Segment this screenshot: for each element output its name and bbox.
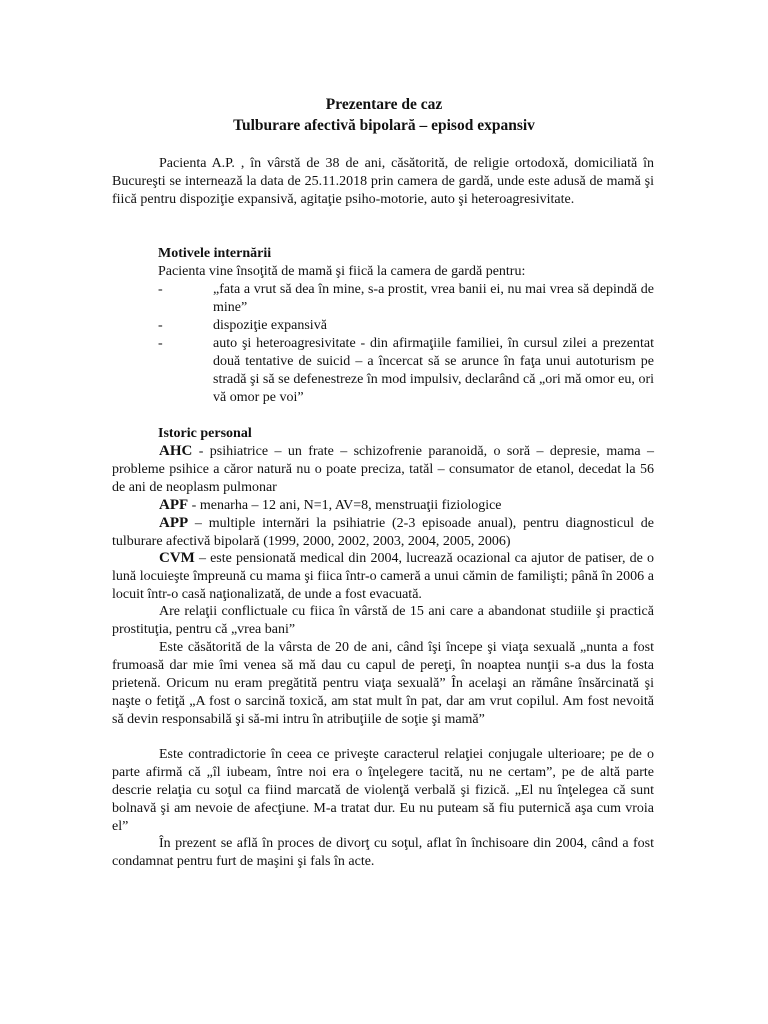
title-block	[0, 94, 768, 136]
document-title: Prezentare de caz	[325, 96, 443, 113]
bullet-dash: -	[158, 336, 163, 351]
relatii-paragraph: Are relaţii conflictuale cu fiica în vârstă de 15 ani care a abandonat studiile şi practică prostituţia, pentru că „vrea bani”	[112, 604, 654, 637]
cvm-label: CVM	[159, 550, 195, 566]
bullet-text: auto şi heteroagresivitate - din afirmaţiile familiei, în cursul zilei a prezentat două tentative de suicid – a încercat să se arunce în faţa unui autoturism pe stradă şi să se defenestreze în mod impulsiv, declarând că „ori mă omor eu, ori vă omor pe voi”	[213, 336, 654, 405]
bullet-text: „fata a vrut să dea în mine, s-a prostit, vrea banii ei, nu mai vrea să depindă de mine”	[213, 282, 654, 315]
bullet-dash: -	[158, 318, 163, 333]
app-label: APP	[159, 515, 189, 531]
bullet-dash: -	[158, 282, 163, 297]
bullet-text: dispoziţie expansivă	[213, 318, 327, 333]
motive-lead: Pacienta vine însoţită de mamă şi fiică la camera de gardă pentru:	[158, 264, 526, 279]
app-paragraph	[112, 514, 654, 551]
section-heading-motive: Motivele internării	[158, 246, 272, 261]
app-text: – multiple internări la psihiatrie (2-3 episoade anual), pentru diagnosticul de tulburare afectivă bipolară (1999, 2000, 2002, 2003, 2004, 2005, 2006)	[112, 516, 654, 549]
ahc-label: AHC	[159, 443, 193, 459]
casatorita-paragraph: Este căsătorită de la vârsta de 20 de ani, când îşi începe şi viaţa sexuală „nunta a fost frumoasă dar mie îmi venea să mă dau cu capul de pereţi, în noaptea nunţii s-a dus la fosta prietenă. Oricum nu eram pregătită pentru viaţa sexuală” În acelaşi an rămâne însărcinată şi naşte o fetiţă „A fost o sarcină toxică, am stat mult în pat, dar am vrut copilul. Am fost nevoită să devin responsabilă şi să-mi intru în atribuţiile de soţie şi mamă”	[112, 640, 654, 727]
document-subtitle: Tulburare afectivă bipolară – episod expansiv	[233, 117, 535, 134]
divort-paragraph: În prezent se află în proces de divorţ cu soţul, aflat în închisoare din 2004, când a fost condamnat pentru furt de maşini şi fals în acte.	[112, 836, 654, 869]
apf-text: - menarha – 12 ani, N=1, AV=8, menstruaţii fiziologice	[188, 498, 502, 513]
ahc-paragraph	[112, 442, 654, 497]
ahc-text: - psihiatrice – un frate – schizofrenie paranoidă, o soră – depresie, mama – probleme psihice a căror natură nu o poate preciza, tatăl – consumator de etanol, decedat la 56 de ani de neoplasm pulmonar	[112, 444, 654, 495]
cvm-paragraph	[112, 549, 654, 604]
cvm-text: – este pensionată medical din 2004, lucrează ocazional ca ajutor de patiser, de o lună locuieşte împreună cu mama şi fiica într-o cameră a unui cămin de familişti; până în 2006 a locuit într-o casă naţionalizată, de unde a fost evacuată.	[112, 551, 654, 602]
section-heading-istoric: Istoric personal	[158, 426, 252, 441]
apf-paragraph	[112, 496, 654, 515]
apf-label: APF	[159, 497, 189, 513]
intro-paragraph: Pacienta A.P. , în vârstă de 38 de ani, căsătorită, de religie ortodoxă, domiciliată în Bucureşti se internează la data de 25.11.2018 prin camera de gardă, unde este adusă de mamă şi fiică pentru dispoziţie expansivă, agitaţie psiho-motorie, auto şi heteroagresivitate.	[112, 156, 654, 207]
contradictorie-paragraph: Este contradictorie în ceea ce priveşte caracterul relaţiei conjugale ulterioare; pe de o parte afirmă că „îl iubeam, între noi era o înţelegere tacită, nu ne certam”, pe de altă parte descrie relaţia cu soţul ca fiind marcată de violenţă verbală şi fizică. „El nu înţelegea că sunt bolnavă şi am nevoie de afecţiune. M-a tratat dur. Eu nu puteam să fiu puternică aşa cum vroia el”	[112, 747, 654, 834]
